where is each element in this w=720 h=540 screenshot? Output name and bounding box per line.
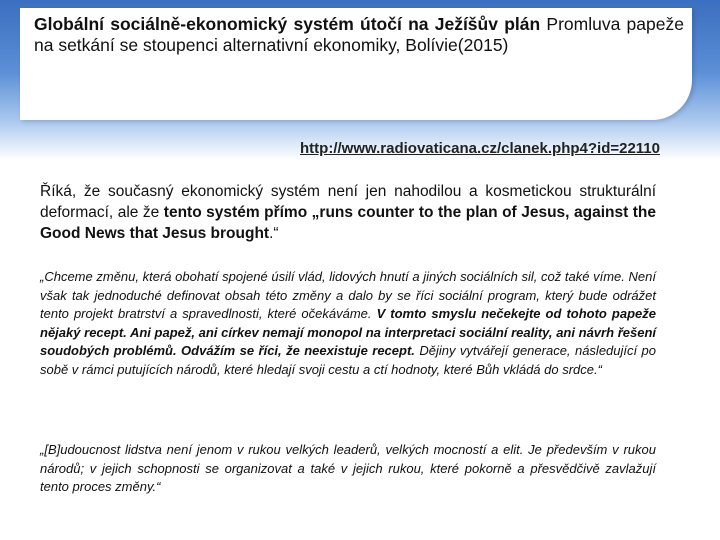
quote-paragraph-1: [40, 268, 656, 380]
link-container: [40, 140, 660, 158]
source-link[interactable]: http://www.radiovaticana.cz/clanek.php4?id=22110: [300, 140, 660, 157]
intro-text: Říká, že současný ekonomický systém není jen nahodilou a kosmetickou strukturální deformací, ale že: [40, 183, 656, 221]
title-bold-line: Globální sociálně-ekonomický systém útočí na Ježíšův plán: [34, 14, 541, 34]
quote1-text: „Chceme změnu, která obohatí spojené úsilí vlád, lidových hnutí a jiných sociálních sil, což také víme. Není však tak jednoduché definovat obsah této změny a dalo by se říci sociální program, který bude odrážet tento projekt bratrství a spravedlnosti, které očekáváme.: [40, 269, 656, 322]
intro-bold-text: tento systém přímo „runs counter to the plan of Jesus, against the Good News that Jesus brought: [40, 204, 656, 242]
quote1-bold-text: V tomto smyslu nečekejte od tohoto papeže nějaký recept. Ani papež, ani církev nemají monopol na interpretaci sociální reality, ani návrh řešení soudobých problémů. Odvážím se říci, že neexistuje recept.: [40, 306, 656, 359]
slide-title: [34, 14, 684, 56]
title-subtitle: Promluva papeže na setkání se stoupenci alternativní ekonomiky, Bolívie(2015): [34, 14, 684, 55]
intro-end: .“: [269, 225, 279, 242]
quote1-rest: Dějiny vytvářejí generace, následující po sobě v rámci putujících národů, které hledají svoji cestu a ctí hodnoty, které Bůh vkládá do srdce.“: [40, 343, 657, 377]
quote-paragraph-2: „[B]udoucnost lidstva není jenom v rukou velkých leaderů, velkých mocností a elit. Je především v rukou národů; v jejich schopnosti se organizovat a také v jejich rukou, které pokorně a přesvědčivě zavlažují tento proces změny.“: [40, 442, 656, 495]
intro-paragraph: [40, 181, 656, 244]
